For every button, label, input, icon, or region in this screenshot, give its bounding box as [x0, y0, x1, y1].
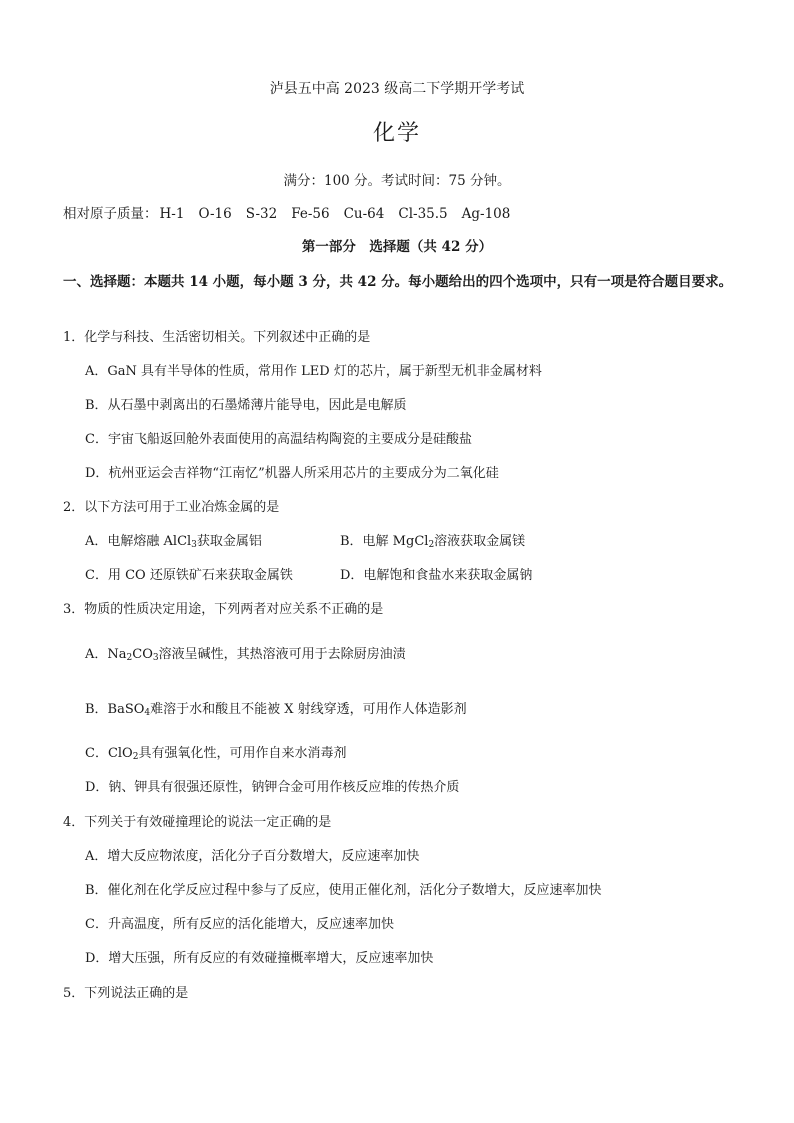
- atomic-mass-item: S-32: [245, 206, 278, 222]
- question-4-option-b: B．催化剂在化学反应过程中参与了反应，使用正催化剂，活化分子数增大，反应速率加快: [85, 883, 602, 898]
- question-1-option-c: C．宇宙飞船返回舱外表面使用的高温结构陶瓷的主要成分是硅酸盐: [85, 432, 472, 447]
- question-4-option-a: A．增大反应物浓度，活化分子百分数增大，反应速率加快: [85, 849, 420, 864]
- question-4-option-d: D．增大压强，所有反应的有效碰撞概率增大，反应速率加快: [85, 951, 434, 966]
- exam-title: 泸县五中高 2023 级高二下学期开学考试: [269, 81, 525, 97]
- question-1-stem: 1．化学与科技、生活密切相关。下列叙述中正确的是: [63, 330, 371, 345]
- atomic-mass-item: H-1: [159, 206, 185, 222]
- question-2-option-c: C．用 CO 还原铁矿石来获取金属铁: [85, 568, 293, 583]
- question-4-stem: 4．下列关于有效碰撞理论的说法一定正确的是: [63, 815, 332, 830]
- atomic-mass-item: Cl-35.5: [398, 206, 448, 222]
- section-instructions: 一、选择题：本题共 14 小题，每小题 3 分，共 42 分。每小题给出的四个选项中，只有一项是符合题目要求。: [63, 274, 733, 290]
- question-2-stem: 2．以下方法可用于工业冶炼金属的是: [63, 500, 280, 515]
- question-3-option-c: C．ClO$_2$具有强氧化性，可用作自来水消毒剂: [85, 746, 347, 762]
- atomic-masses: [63, 205, 524, 223]
- question-1-option-d: D．杭州亚运会吉祥物“江南忆”机器人所采用芯片的主要成分为二氧化硅: [85, 466, 499, 481]
- question-2-option-d: D．电解饱和食盐水来获取金属钠: [340, 568, 533, 583]
- atomic-masses-label: 相对原子质量：: [63, 206, 158, 222]
- part-heading: 第一部分 选择题（共 42 分）: [301, 239, 493, 255]
- question-5-stem: 5．下列说法正确的是: [63, 986, 189, 1001]
- atomic-mass-item: Fe-56: [291, 206, 330, 222]
- atomic-mass-item: O-16: [198, 206, 232, 222]
- question-3-option-a: A．$Na_2CO_3$溶液呈碱性，其热溶液可用于去除厨房油渍: [85, 647, 406, 663]
- question-3-option-d: D．钠、钾具有很强还原性，钠钾合金可用作核反应堆的传热介质: [85, 780, 460, 795]
- atomic-mass-item: Ag-108: [461, 206, 511, 222]
- question-1-option-a: A．GaN 具有半导体的性质，常用作 LED 灯的芯片，属于新型无机非金属材料: [85, 364, 542, 379]
- question-4-option-c: C．升高温度，所有反应的活化能增大，反应速率加快: [85, 917, 394, 932]
- question-3-option-b: B．BaSO$_4$难溶于水和酸且不能被 X 射线穿透，可用作人体造影剂: [85, 702, 467, 718]
- question-3-stem: 3．物质的性质决定用途，下列两者对应关系不正确的是: [63, 602, 384, 617]
- subject-title: 化学: [372, 121, 421, 146]
- question-1-option-b: B．从石墨中剥离出的石墨烯薄片能导电，因此是电解质: [85, 398, 407, 413]
- question-2-option-a: A．电解熔融 AlCl$_3$获取金属铝: [85, 534, 262, 550]
- score-time-info: 满分：100 分。考试时间：75 分钟。: [283, 173, 511, 189]
- atomic-mass-item: Cu-64: [343, 206, 385, 222]
- question-2-option-b: B．电解 MgCl$_2$溶液获取金属镁: [340, 534, 526, 550]
